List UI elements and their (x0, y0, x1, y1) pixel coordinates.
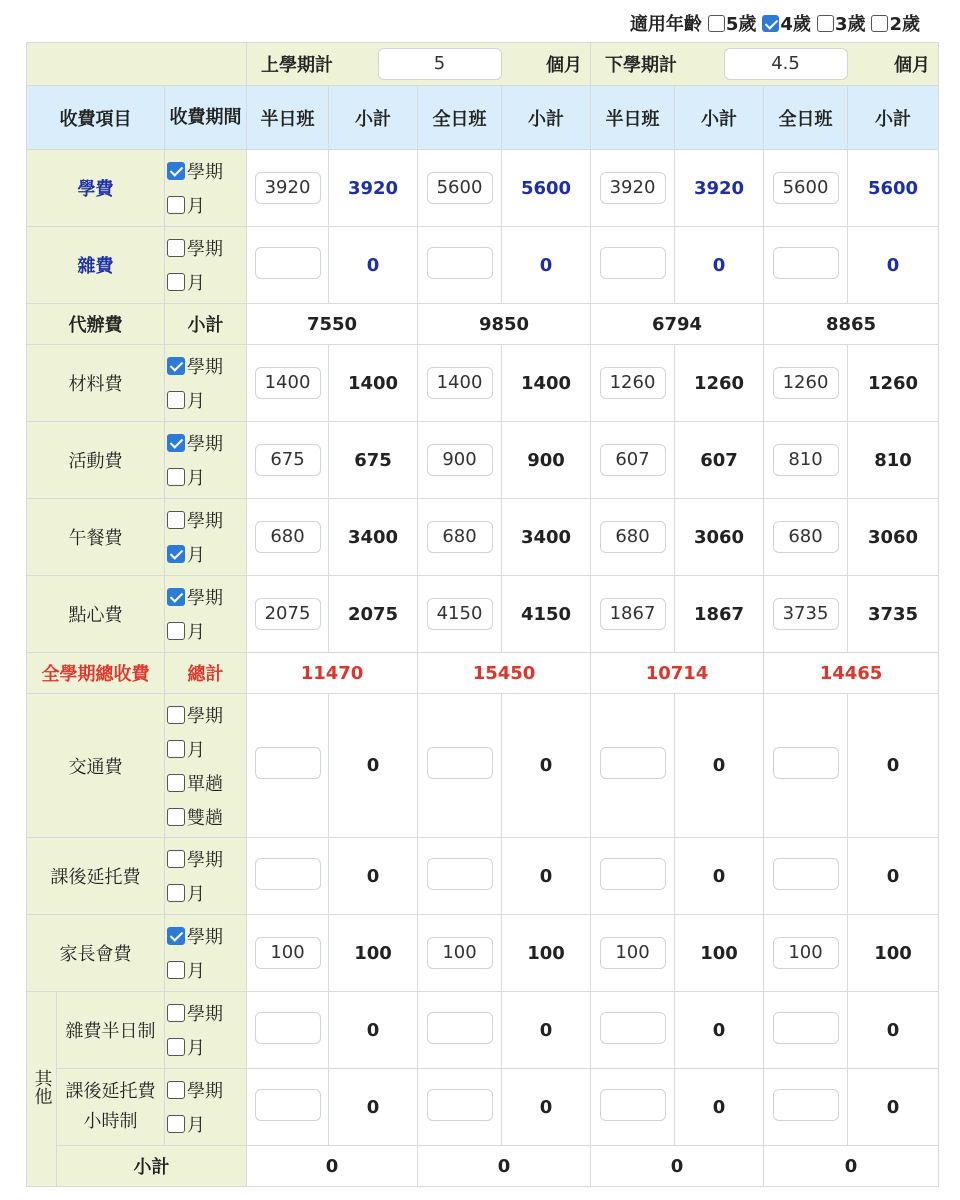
table-row (27, 345, 939, 422)
period-month-checkbox[interactable] (167, 740, 185, 758)
second-semester-label: 下學期計 (605, 55, 678, 76)
age-label: 適用年齡 (629, 14, 702, 35)
fee-input[interactable] (773, 247, 839, 279)
row-name-snack: 點心費 (27, 576, 165, 653)
subtotal-value: 0 (329, 694, 418, 838)
subtotal-value: 4150 (502, 576, 591, 653)
fee-input[interactable] (773, 1012, 839, 1044)
subtotal-value: 3920 (329, 150, 418, 227)
table-row (27, 1069, 939, 1146)
subtotal-value: 0 (848, 694, 939, 838)
period-month-checkbox[interactable] (167, 273, 185, 291)
period-semester-label: 學期 (187, 239, 223, 260)
fee-input[interactable] (600, 247, 666, 279)
second-semester-unit: 個月 (894, 55, 931, 76)
period-cell (165, 422, 247, 499)
fee-input[interactable]: 1260 (600, 367, 666, 399)
table-row (27, 422, 939, 499)
period-month-label: 月 (187, 884, 205, 905)
fee-input[interactable] (773, 858, 839, 890)
fee-input[interactable]: 5600 (427, 172, 493, 204)
row-name-lunch: 午餐費 (27, 499, 165, 576)
subtotal-value: 0 (329, 1069, 418, 1146)
fee-input[interactable] (427, 247, 493, 279)
subtotal-value: 3735 (848, 576, 939, 653)
subtotal-value: 1260 (848, 345, 939, 422)
table-row (27, 992, 939, 1069)
age-4-checkbox[interactable] (762, 15, 779, 32)
row-name-transport: 交通費 (27, 694, 165, 838)
period-cell (165, 838, 247, 915)
age-2-label: 2歲 (889, 14, 920, 35)
fee-input[interactable]: 675 (255, 444, 321, 476)
age-3-label: 3歲 (834, 14, 866, 35)
subtotal-value: 0 (848, 992, 939, 1069)
period-cell (165, 915, 247, 992)
row-name-material: 材料費 (27, 345, 165, 422)
fee-input[interactable] (773, 747, 839, 779)
subtotal-value: 100 (329, 915, 418, 992)
subtotal-value: 0 (502, 227, 591, 304)
fee-input[interactable]: 5600 (773, 172, 839, 204)
fee-input[interactable] (427, 747, 493, 779)
period-month-checkbox[interactable] (167, 961, 185, 979)
fee-input[interactable]: 100 (255, 937, 321, 969)
header-full-day-2: 全日班 (764, 86, 848, 150)
table-row (27, 227, 939, 304)
fee-input[interactable]: 3920 (600, 172, 666, 204)
table-row (27, 915, 939, 992)
period-cell (165, 150, 247, 227)
period-month-checkbox[interactable] (167, 884, 185, 902)
after-care-hourly-line1: 課後延托費 (65, 1081, 156, 1102)
first-semester-unit: 個月 (546, 55, 583, 76)
period-round-trip-checkbox[interactable] (167, 808, 185, 826)
period-month-checkbox[interactable] (167, 391, 185, 409)
subtotal-value: 0 (329, 838, 418, 915)
period-month-checkbox[interactable] (167, 1115, 185, 1133)
second-semester-months-input[interactable]: 4.5 (724, 48, 848, 80)
second-semester-cell (591, 43, 939, 86)
fee-input[interactable]: 680 (427, 521, 493, 553)
period-semester-checkbox[interactable] (167, 511, 185, 529)
subtotal-value: 0 (675, 992, 764, 1069)
subtotal-value: 810 (848, 422, 939, 499)
other-group-label (27, 992, 57, 1187)
period-semester-checkbox[interactable] (167, 1081, 185, 1099)
fee-input[interactable] (773, 1089, 839, 1121)
subtotal-value: 0 (502, 1069, 591, 1146)
subtotal-value: 2075 (329, 576, 418, 653)
period-cell (165, 499, 247, 576)
header-half-day-1: 半日班 (247, 86, 329, 150)
period-month-label: 月 (187, 961, 205, 982)
subtotal-value: 0 (502, 992, 591, 1069)
period-cell (165, 694, 247, 838)
period-semester-checkbox[interactable] (167, 927, 185, 945)
subtotal-value: 1400 (329, 345, 418, 422)
subtotal-value: 0 (329, 992, 418, 1069)
period-month-checkbox[interactable] (167, 622, 185, 640)
fee-input[interactable] (600, 747, 666, 779)
row-name-parent-assoc: 家長會費 (27, 915, 165, 992)
period-cell (165, 576, 247, 653)
subtotal-value: 675 (329, 422, 418, 499)
period-semester-checkbox[interactable] (167, 1004, 185, 1022)
fee-input[interactable]: 3920 (255, 172, 321, 204)
header-half-day-2: 半日班 (591, 86, 675, 150)
header-period: 收費期間 (165, 86, 247, 150)
period-month-checkbox[interactable] (167, 1038, 185, 1056)
subtotal-value: 0 (502, 838, 591, 915)
agency-subtotal-value: 6794 (591, 304, 764, 345)
fee-input[interactable] (600, 1089, 666, 1121)
fee-input[interactable]: 100 (773, 937, 839, 969)
table-row (27, 1146, 939, 1187)
subtotal-value: 5600 (502, 150, 591, 227)
fee-input[interactable]: 810 (773, 444, 839, 476)
total-value: 14465 (764, 653, 939, 694)
period-month-label: 月 (187, 739, 205, 761)
table-row (27, 150, 939, 227)
table-row (27, 576, 939, 653)
fee-input[interactable] (600, 858, 666, 890)
fee-input[interactable] (255, 1089, 321, 1121)
period-cell (165, 992, 247, 1069)
fee-input[interactable] (255, 747, 321, 779)
period-semester-checkbox[interactable] (167, 706, 185, 724)
after-care-hourly-line2: 小時制 (83, 1111, 138, 1132)
subtotal-value: 100 (502, 915, 591, 992)
subtotal-value: 0 (329, 227, 418, 304)
age-2-checkbox[interactable] (871, 15, 888, 32)
subtotal-value: 5600 (848, 150, 939, 227)
period-semester-checkbox[interactable] (167, 850, 185, 868)
fee-input[interactable]: 607 (600, 444, 666, 476)
other-subtotal-value: 0 (247, 1146, 418, 1187)
subtotal-value: 0 (848, 1069, 939, 1146)
subtotal-value: 3400 (502, 499, 591, 576)
header-subtotal-2: 小計 (502, 86, 591, 150)
agency-subtotal-label: 小計 (165, 304, 247, 345)
period-month-label: 月 (187, 391, 205, 412)
period-round-trip-label: 雙趟 (187, 807, 223, 829)
age-5-label: 5歲 (725, 14, 757, 35)
period-month-label: 月 (187, 196, 205, 217)
table-row (27, 653, 939, 694)
total-value: 11470 (247, 653, 418, 694)
table-row (27, 499, 939, 576)
other-label: 其他 (31, 1068, 53, 1105)
fee-input[interactable] (427, 1012, 493, 1044)
row-name-after-care: 課後延托費 (27, 838, 165, 915)
age-3-checkbox[interactable] (817, 15, 834, 32)
period-month-checkbox[interactable] (167, 468, 185, 486)
period-semester-label: 學期 (187, 1081, 223, 1102)
fee-input[interactable]: 680 (773, 521, 839, 553)
age-5-checkbox[interactable] (708, 15, 725, 32)
period-month-label: 月 (187, 622, 205, 643)
subtotal-value: 0 (848, 838, 939, 915)
period-month-label: 月 (187, 1038, 205, 1059)
fee-input[interactable] (427, 858, 493, 890)
other-subtotal-value: 0 (418, 1146, 591, 1187)
period-semester-checkbox[interactable] (167, 162, 185, 180)
fee-table (26, 42, 939, 1187)
header-item: 收費項目 (27, 86, 165, 150)
age-4-label: 4歲 (780, 14, 811, 35)
row-name-misc: 雜費 (27, 227, 165, 304)
subtotal-value: 1867 (675, 576, 764, 653)
fee-input[interactable]: 1260 (773, 367, 839, 399)
row-name-activity: 活動費 (27, 422, 165, 499)
fee-input[interactable]: 3735 (773, 598, 839, 630)
header-subtotal-4: 小計 (848, 86, 939, 150)
table-row (27, 838, 939, 915)
age-selector (612, 8, 920, 38)
header-subtotal-3: 小計 (675, 86, 764, 150)
period-semester-label: 學期 (187, 1004, 223, 1025)
agency-subtotal-value: 7550 (247, 304, 418, 345)
period-single-trip-checkbox[interactable] (167, 774, 185, 792)
period-semester-label: 學期 (187, 357, 223, 378)
period-cell (165, 227, 247, 304)
total-value: 10714 (591, 653, 764, 694)
table-row (27, 304, 939, 345)
first-semester-cell (247, 43, 591, 86)
semester-corner (27, 43, 247, 86)
other-subtotal-value: 0 (764, 1146, 939, 1187)
subtotal-value: 0 (675, 838, 764, 915)
first-semester-label: 上學期計 (261, 55, 334, 76)
row-name-misc-half: 雜費半日制 (57, 992, 165, 1069)
period-month-checkbox[interactable] (167, 545, 185, 563)
period-month-label: 月 (187, 273, 205, 294)
period-semester-label: 學期 (187, 927, 223, 948)
fee-input[interactable]: 100 (427, 937, 493, 969)
fee-input[interactable]: 2075 (255, 598, 321, 630)
period-cell (165, 345, 247, 422)
period-semester-checkbox[interactable] (167, 357, 185, 375)
agency-subtotal-value: 9850 (418, 304, 591, 345)
fee-input[interactable]: 4150 (427, 598, 493, 630)
total-value: 15450 (418, 653, 591, 694)
other-subtotal-value: 0 (591, 1146, 764, 1187)
row-name-tuition: 學費 (27, 150, 165, 227)
fee-input[interactable] (255, 858, 321, 890)
fee-input[interactable] (427, 1089, 493, 1121)
period-month-label: 月 (187, 545, 205, 566)
fee-input[interactable] (255, 247, 321, 279)
agency-subtotal-value: 8865 (764, 304, 939, 345)
fee-input[interactable]: 1400 (427, 367, 493, 399)
period-semester-label: 學期 (187, 705, 223, 727)
subtotal-value: 0 (502, 694, 591, 838)
first-semester-months-input[interactable]: 5 (378, 48, 502, 80)
fee-input[interactable]: 1400 (255, 367, 321, 399)
other-subtotal-label: 小計 (57, 1146, 247, 1187)
subtotal-value: 100 (848, 915, 939, 992)
period-semester-checkbox[interactable] (167, 239, 185, 257)
total-label: 總計 (165, 653, 247, 694)
fee-input[interactable]: 1867 (600, 598, 666, 630)
fee-input[interactable]: 100 (600, 937, 666, 969)
fee-input[interactable] (600, 1012, 666, 1044)
fee-input[interactable]: 680 (255, 521, 321, 553)
period-semester-label: 學期 (187, 588, 223, 609)
subtotal-value: 0 (675, 694, 764, 838)
row-name-total: 全學期總收費 (27, 653, 165, 694)
subtotal-value: 0 (675, 227, 764, 304)
row-name-after-care-hourly (57, 1069, 165, 1146)
subtotal-value: 0 (675, 1069, 764, 1146)
period-semester-checkbox[interactable] (167, 588, 185, 606)
subtotal-value: 1400 (502, 345, 591, 422)
period-month-checkbox[interactable] (167, 196, 185, 214)
fee-input[interactable]: 900 (427, 444, 493, 476)
period-semester-label: 學期 (187, 850, 223, 871)
subtotal-value: 100 (675, 915, 764, 992)
header-subtotal-1: 小計 (329, 86, 418, 150)
subtotal-value: 3060 (848, 499, 939, 576)
period-month-label: 月 (187, 468, 205, 489)
table-row (27, 694, 939, 838)
period-cell (165, 1069, 247, 1146)
subtotal-value: 1260 (675, 345, 764, 422)
period-single-trip-label: 單趟 (187, 773, 223, 795)
subtotal-value: 900 (502, 422, 591, 499)
fee-input[interactable]: 680 (600, 521, 666, 553)
period-semester-label: 學期 (187, 162, 223, 183)
period-semester-checkbox[interactable] (167, 434, 185, 452)
subtotal-value: 607 (675, 422, 764, 499)
subtotal-value: 3400 (329, 499, 418, 576)
subtotal-value: 3920 (675, 150, 764, 227)
subtotal-value: 3060 (675, 499, 764, 576)
header-full-day-1: 全日班 (418, 86, 502, 150)
period-semester-label: 學期 (187, 434, 223, 455)
period-semester-label: 學期 (187, 511, 223, 532)
period-month-label: 月 (187, 1115, 205, 1136)
fee-input[interactable] (255, 1012, 321, 1044)
subtotal-value: 0 (848, 227, 939, 304)
row-name-agency: 代辦費 (27, 304, 165, 345)
